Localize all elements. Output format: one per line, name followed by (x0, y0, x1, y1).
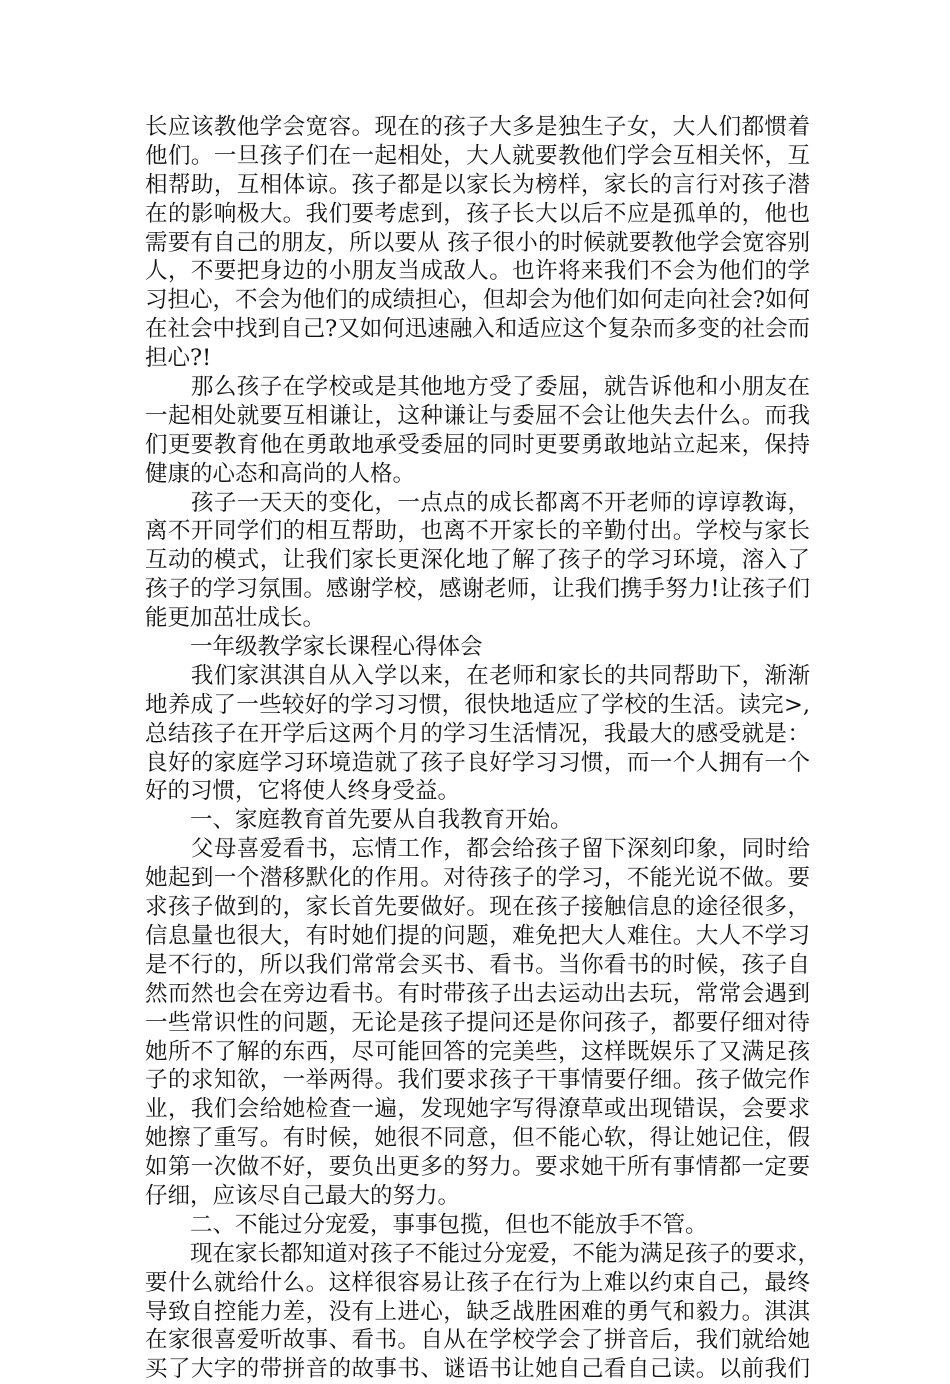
text-line: 买了大字的带拼音的故事书、谜语书让她自己看自己读。以前我们 (145, 1356, 810, 1383)
text-line: 担心?! (145, 345, 212, 372)
text-line: 离不开同学们的相互帮助，也离不开家长的辛勤付出。学校与家长 (145, 518, 810, 545)
text-line: 业，我们会给她检查一遍，发现她字写得潦草或出现错误，会要求 (145, 1096, 810, 1123)
text-line: 习担心，不会为他们的成绩担心，但却会为他们如何走向社会?如何 (145, 287, 810, 314)
text-line: 要什么就给什么。这样很容易让孩子在行为上难以约束自己，最终 (145, 1269, 810, 1296)
text-line: 在的影响极大。我们要考虑到，孩子长大以后不应是孤单的，他也 (145, 200, 810, 227)
text-line: 子的求知欲，一举两得。我们要求孩子干事情要仔细。孩子做完作 (145, 1067, 810, 1094)
text-line: 仔细，应该尽自己最大的努力。 (145, 1182, 461, 1209)
text-line: 健康的心态和高尚的人格。 (145, 460, 416, 487)
text-line: 孩子的学习氛围。感谢学校，感谢老师，让我们携手努力!让孩子们 (145, 576, 810, 603)
text-line: 二、不能过分宠爱，事事包揽，但也不能放手不管。 (145, 1211, 708, 1238)
text-line: 导致自控能力差，没有上进心，缺乏战胜困难的勇气和毅力。淇淇 (145, 1298, 810, 1325)
text-line: 能更加茁壮成长。 (145, 605, 326, 632)
text-line: 求孩子做到的，家长首先要做好。现在孩子接触信息的途径很多， (145, 894, 810, 921)
text-line: 长应该教他学会宽容。现在的孩子大多是独生子女，大人们都惯着 (145, 114, 810, 140)
text-line: 父母喜爱看书，忘情工作，都会给孩子留下深刻印象，同时给 (145, 836, 810, 863)
text-line: 好的习惯，它将使人终身受益。 (145, 778, 461, 805)
text-line: 是不行的，所以我们常常会买书、看书。当你看书的时候，孩子自 (145, 951, 810, 978)
text-line: 人，不要把身边的小朋友当成敌人。也许将来我们不会为他们的学 (145, 258, 810, 285)
text-line: 我们家淇淇自从入学以来，在老师和家长的共同帮助下，渐渐 (145, 662, 810, 689)
text-line: 相帮助，互相体谅。孩子都是以家长为榜样，家长的言行对孩子潜 (145, 171, 810, 198)
text-line: 那么孩子在学校或是其他地方受了委屈，就告诉他和小朋友在 (145, 374, 810, 401)
text-line: 她起到一个潜移默化的作用。对待孩子的学习，不能光说不做。要 (145, 865, 810, 892)
text-line: 总结孩子在开学后这两个月的学习生活情况，我最大的感受就是： (145, 720, 810, 747)
text-line: 良好的家庭学习环境造就了孩子良好学习习惯，而一个人拥有一个 (145, 749, 810, 776)
text-line: 一起相处就要互相谦让，这种谦让与委屈不会让他失去什么。而我 (145, 402, 810, 429)
text-line: 一、家庭教育首先要从自我教育开始。 (145, 807, 573, 834)
text-line: 然而然也会在旁边看书。有时带孩子出去运动出去玩，常常会遇到 (145, 980, 810, 1007)
text-line: 地养成了一些较好的学习习惯，很快地适应了学校的生活。读完>, (145, 691, 810, 718)
text-line: 他们。一旦孩子们在一起相处，大人就要教他们学会互相关怀，互 (145, 142, 810, 169)
text-line: 一些常识性的问题，无论是孩子提问还是你问孩子，都要仔细对待 (145, 1009, 810, 1036)
text-line: 需要有自己的朋友，所以要从 孩子很小的时候就要教他学会宽容别 (145, 229, 810, 256)
text-line: 她擦了重写。有时候，她很不同意，但不能心软，得让她记住，假 (145, 1125, 810, 1152)
text-line: 如第一次做不好，要负出更多的努力。要求她干所有事情都一定要 (145, 1154, 810, 1181)
text-line: 孩子一天天的变化，一点点的成长都离不开老师的谆谆教诲， (145, 489, 810, 516)
text-line: 她所不了解的东西，尽可能回答的完美些，这样既娱乐了又满足孩 (145, 1038, 810, 1065)
text-line: 在家很喜爱听故事、看书。自从在学校学会了拼音后，我们就给她 (145, 1327, 810, 1354)
text-line: 们更要教育他在勇敢地承受委屈的同时更要勇敢地站立起来，保持 (145, 431, 810, 458)
text-line: 信息量也很大，有时她们提的问题，难免把大人难住。大人不学习 (145, 922, 810, 949)
text-line: 在社会中找到自己?又如何迅速融入和适应这个复杂而多变的社会而 (145, 316, 810, 343)
document-body (145, 113, 821, 1384)
text-line: 现在家长都知道对孩子不能过分宠爱，不能为满足孩子的要求， (145, 1240, 821, 1267)
text-line: 一年级教学家长课程心得体会 (145, 634, 483, 661)
text-line: 互动的模式，让我们家长更深化地了解了孩子的学习环境，溶入了 (145, 547, 810, 574)
